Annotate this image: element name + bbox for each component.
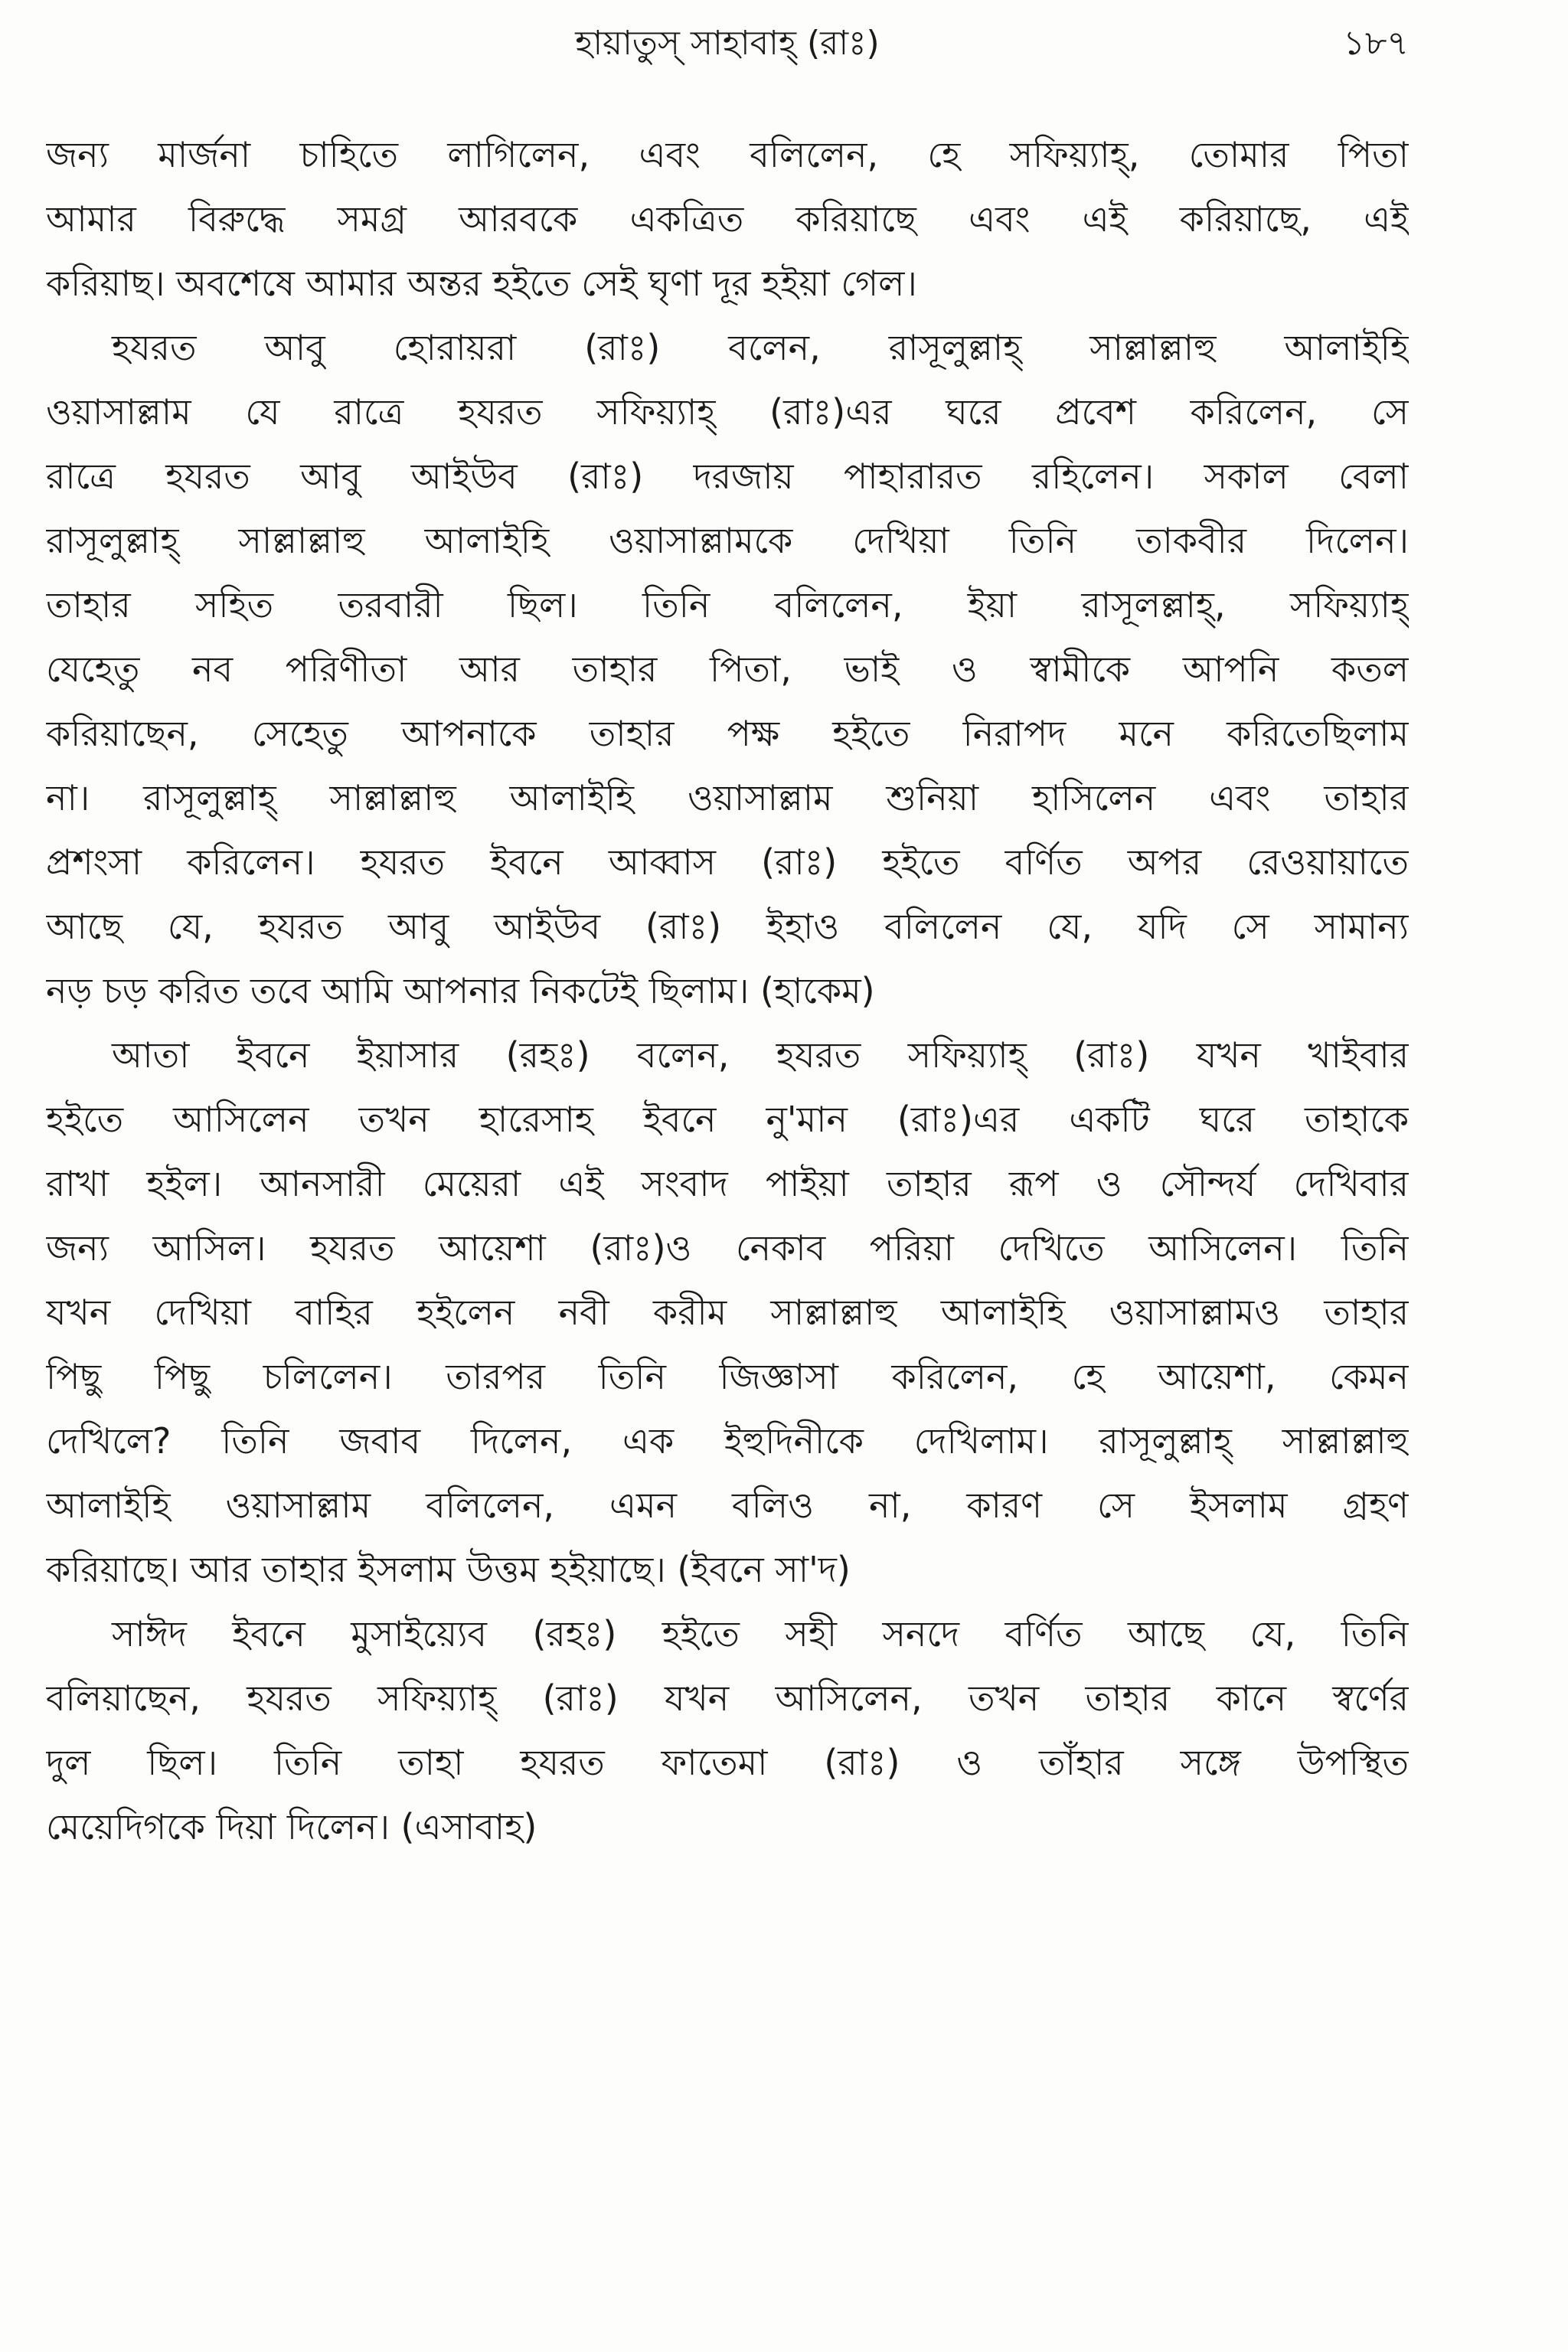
text-line: যখন দেখিয়া বাহির হইলেন নবী করীম সাল্লাল্লাহু আলাইহি ওয়াসাল্লামও তাহার [46, 1292, 1409, 1333]
page-number: ১৮৭ [1343, 24, 1409, 63]
paragraph-3 [46, 1023, 1409, 1602]
text-line: ওয়াসাল্লাম যে রাত্রে হযরত সফিয়্যাহ্ (রাঃ)এর ঘরে প্রবেশ করিলেন, সে [46, 391, 1409, 433]
text-line: করিয়াছেন, সেহেতু আপনাকে তাহার পক্ষ হইতে নিরাপদ মনে করিতেছিলাম [46, 713, 1409, 754]
text-line: করিয়াছ। অবশেষে আমার অন্তর হইতে সেই ঘৃণা দূর হইয়া গেল। [46, 263, 917, 304]
text-line: জন্য মার্জনা চাহিতে লাগিলেন, এবং বলিলেন, হে সফিয়্যাহ্, তোমার পিতা [46, 134, 1409, 175]
text-line: জন্য আসিল। হযরত আয়েশা (রাঃ)ও নেকাব পরিয়া দেখিতে আসিলেন। তিনি [46, 1227, 1409, 1269]
text-line: যেহেতু নব পরিণীতা আর তাহার পিতা, ভাই ও স্বামীকে আপনি কতল [46, 648, 1409, 690]
text-line: তাহার সহিত তরবারী ছিল। তিনি বলিলেন, ইয়া রাসূলল্লাহ্, সফিয়্যাহ্ [46, 584, 1409, 626]
text-line: প্রশংসা করিলেন। হযরত ইবনে আব্বাস (রাঃ) হইতে বর্ণিত অপর রেওয়ায়াতে [46, 841, 1409, 883]
text-line: রাখা হইল। আনসারী মেয়েরা এই সংবাদ পাইয়া তাহার রূপ ও সৌন্দর্য দেখিবার [46, 1163, 1409, 1204]
running-header [46, 17, 1409, 70]
paragraph-4 [46, 1602, 1409, 1859]
text-line: হইতে আসিলেন তখন হারেসাহ ইবনে নু'মান (রাঃ)এর একটি ঘরে তাহাকে [46, 1099, 1409, 1140]
body-text [46, 122, 1409, 1859]
text-line: আছে যে, হযরত আবু আইউব (রাঃ) ইহাও বলিলেন যে, যদি সে সামান্য [46, 906, 1409, 947]
text-line: সাঈদ ইবনে মুসাইয়্যেব (রহঃ) হইতে সহী সনদে বর্ণিত আছে যে, তিনি [112, 1613, 1409, 1655]
paragraph-1 [46, 122, 1409, 315]
text-line: নড় চড় করিত তবে আমি আপনার নিকটেই ছিলাম। (হাকেম) [46, 970, 875, 1011]
text-line: আতা ইবনে ইয়াসার (রহঃ) বলেন, হযরত সফিয়্যাহ্ (রাঃ) যখন খাইবার [112, 1034, 1409, 1076]
text-line: দুল ছিল। তিনি তাহা হযরত ফাতেমা (রাঃ) ও তাঁহার সঙ্গে উপস্থিত [46, 1742, 1409, 1783]
text-line: করিয়াছে। আর তাহার ইসলাম উত্তম হইয়াছে। (ইবনে সা'দ) [46, 1549, 851, 1590]
text-line: পিছু পিছু চলিলেন। তারপর তিনি জিজ্ঞাসা করিলেন, হে আয়েশা, কেমন [46, 1356, 1409, 1397]
running-title: হায়াতুস্ সাহাবাহ্ (রাঃ) [575, 24, 880, 63]
text-line: বলিয়াছেন, হযরত সফিয়্যাহ্ (রাঃ) যখন আসিলেন, তখন তাহার কানে স্বর্ণের [46, 1677, 1409, 1719]
paragraph-2 [46, 315, 1409, 1023]
text-line: আলাইহি ওয়াসাল্লাম বলিলেন, এমন বলিও না, কারণ সে ইসলাম গ্রহণ [46, 1485, 1409, 1526]
text-line: রাত্রে হযরত আবু আইউব (রাঃ) দরজায় পাহারারত রহিলেন। সকাল বেলা [46, 456, 1409, 497]
text-line: না। রাসূলুল্লাহ্ সাল্লাল্লাহু আলাইহি ওয়াসাল্লাম শুনিয়া হাসিলেন এবং তাহার [46, 777, 1409, 818]
text-line: মেয়েদিগকে দিয়া দিলেন। (এসাবাহ) [46, 1806, 537, 1847]
text-line: আমার বিরুদ্ধে সমগ্র আরবকে একত্রিত করিয়াছে এবং এই করিয়াছে, এই [46, 198, 1409, 240]
text-line: দেখিলে? তিনি জবাব দিলেন, এক ইহুদিনীকে দেখিলাম। রাসূলুল্লাহ্ সাল্লাল্লাহু [46, 1420, 1409, 1462]
text-line: হযরত আবু হোরায়রা (রাঃ) বলেন, রাসূলুল্লাহ্ সাল্লাল্লাহু আলাইহি [112, 327, 1409, 368]
text-line: রাসূলুল্লাহ্ সাল্লাল্লাহু আলাইহি ওয়াসাল্লামকে দেখিয়া তিনি তাকবীর দিলেন। [46, 520, 1409, 561]
